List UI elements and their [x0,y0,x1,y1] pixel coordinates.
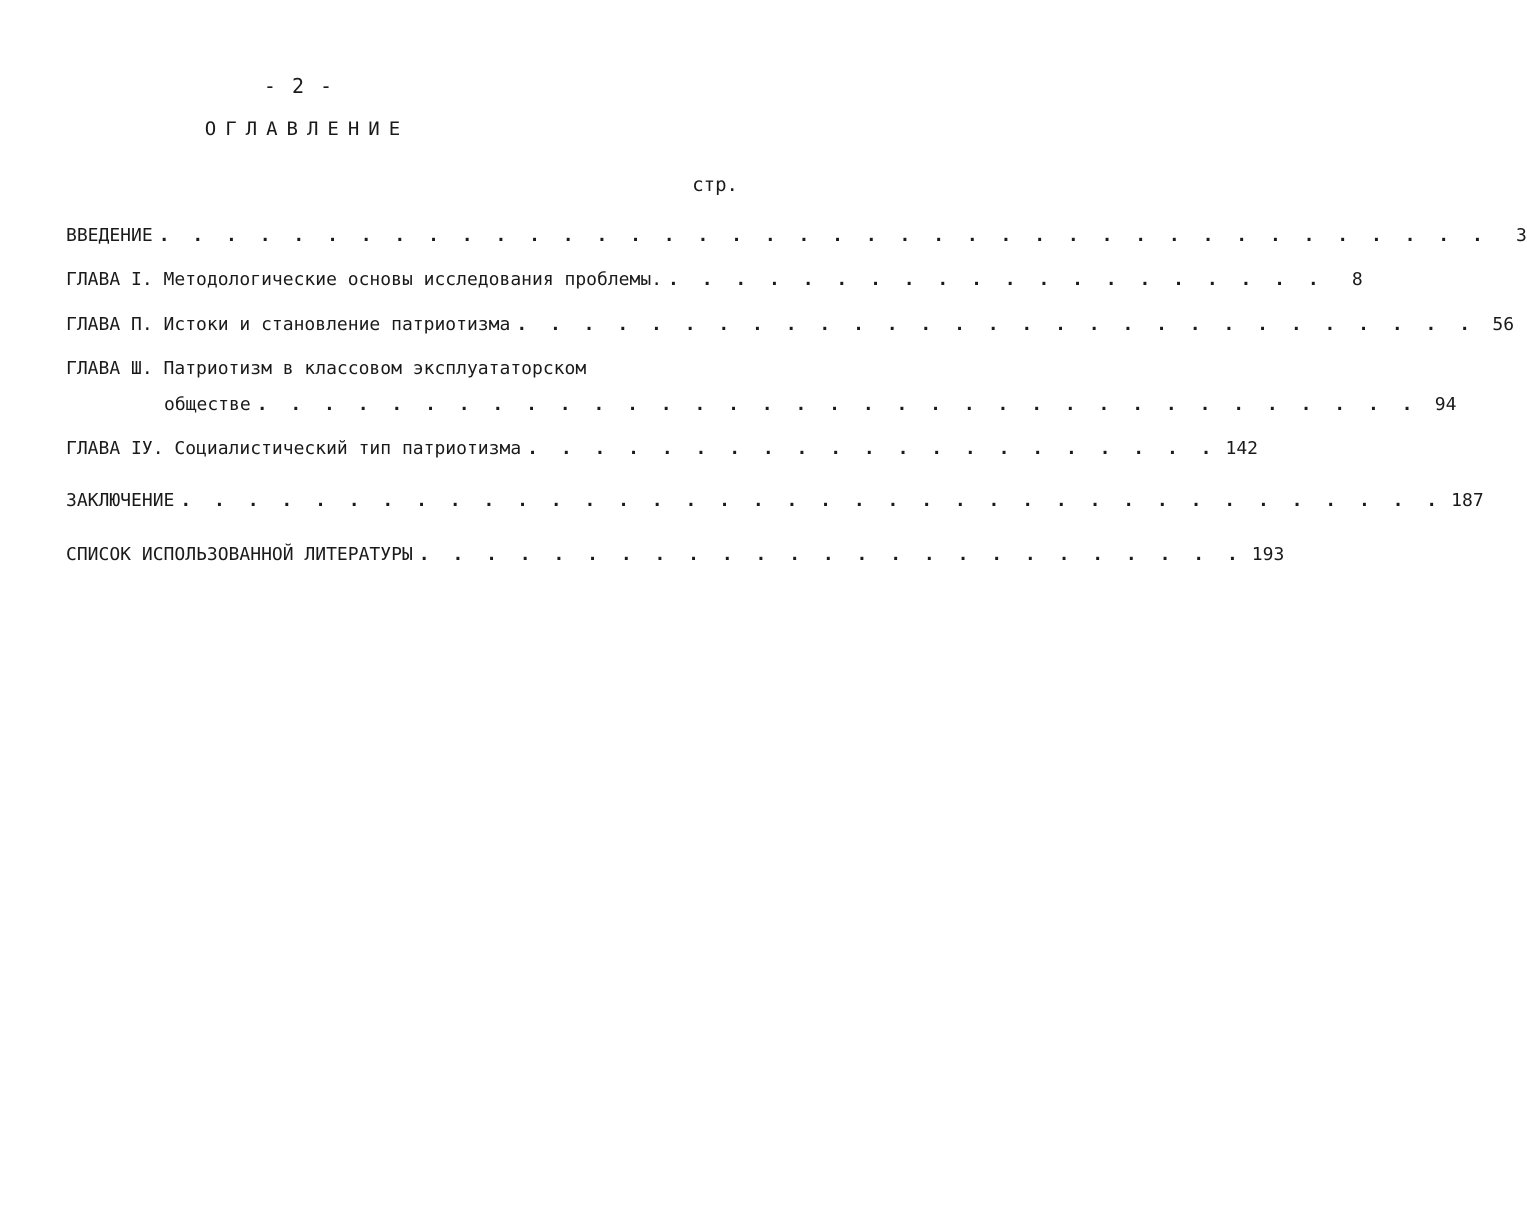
toc-entry-label: ЗАКЛЮЧЕНИЕ [66,490,175,511]
dot-leader: . . . . . . . . . . . . . . . . . . . . . . . . . . . . . [516,314,1477,335]
toc-entry-label: ГЛАВА I. Методологические основы исследования проблемы. [66,269,663,290]
toc-entry-label: ГЛАВА IУ. Социалистический тип патриотизма [66,438,522,459]
dot-leader: . . . . . . . . . . . . . . . . . . . . . . . . . . . . . . . . . . . . . . . . [158,225,1489,246]
toc-entry-label-continued: обществе [164,394,251,415]
dot-leader: . . . . . . . . . . . . . . . . . . . . . [527,438,1218,459]
toc-entry-label: ГЛАВА Ш. Патриотизм в классовом эксплуататорском [66,358,587,379]
toc-entry-chapter-1 [66,268,1363,292]
toc-entry-page: 56 [1492,314,1515,335]
toc-entry-bibliography [66,543,1285,567]
dot-leader: . . . . . . . . . . . . . . . . . . . . [668,269,1325,290]
toc-entry-label: ГЛАВА П. Истоки и становление патриотизма [66,314,511,335]
dot-leader: . . . . . . . . . . . . . . . . . . . . . . . . . . . . . . . . . . . [256,394,1419,415]
toc-entry-label: ВВЕДЕНИЕ [66,225,153,246]
toc-entry-page: 187 [1451,490,1484,511]
toc-entry-page: 94 [1434,394,1457,415]
toc-entry-chapter-2 [66,313,1515,337]
toc-entry-page: 8 [1351,269,1363,290]
toc-entry-page: 142 [1225,438,1258,459]
toc-entry-chapter-3 [66,357,730,381]
page-number: - 2 - [263,74,335,98]
page-title: ОГЛАВЛЕНИЕ [204,118,410,140]
toc-entry-page: 193 [1251,544,1285,565]
toc-entry-introduction [66,224,1527,248]
page-column-label: стр. [692,174,738,196]
dot-leader: . . . . . . . . . . . . . . . . . . . . . . . . . [418,544,1244,565]
toc-entry-label: СПИСОК ИСПОЛЬЗОВАННОЙ ЛИТЕРАТУРЫ [66,544,413,565]
toc-entry-page: 3 [1515,225,1527,246]
toc-entry-chapter-4 [66,437,1258,461]
toc-entry-chapter-3-continued [164,393,1457,417]
dot-leader: . . . . . . . . . . . . . . . . . . . . . . . . . . . . . . . . . . . . . . [180,490,1444,511]
toc-entry-conclusion [66,489,1484,513]
